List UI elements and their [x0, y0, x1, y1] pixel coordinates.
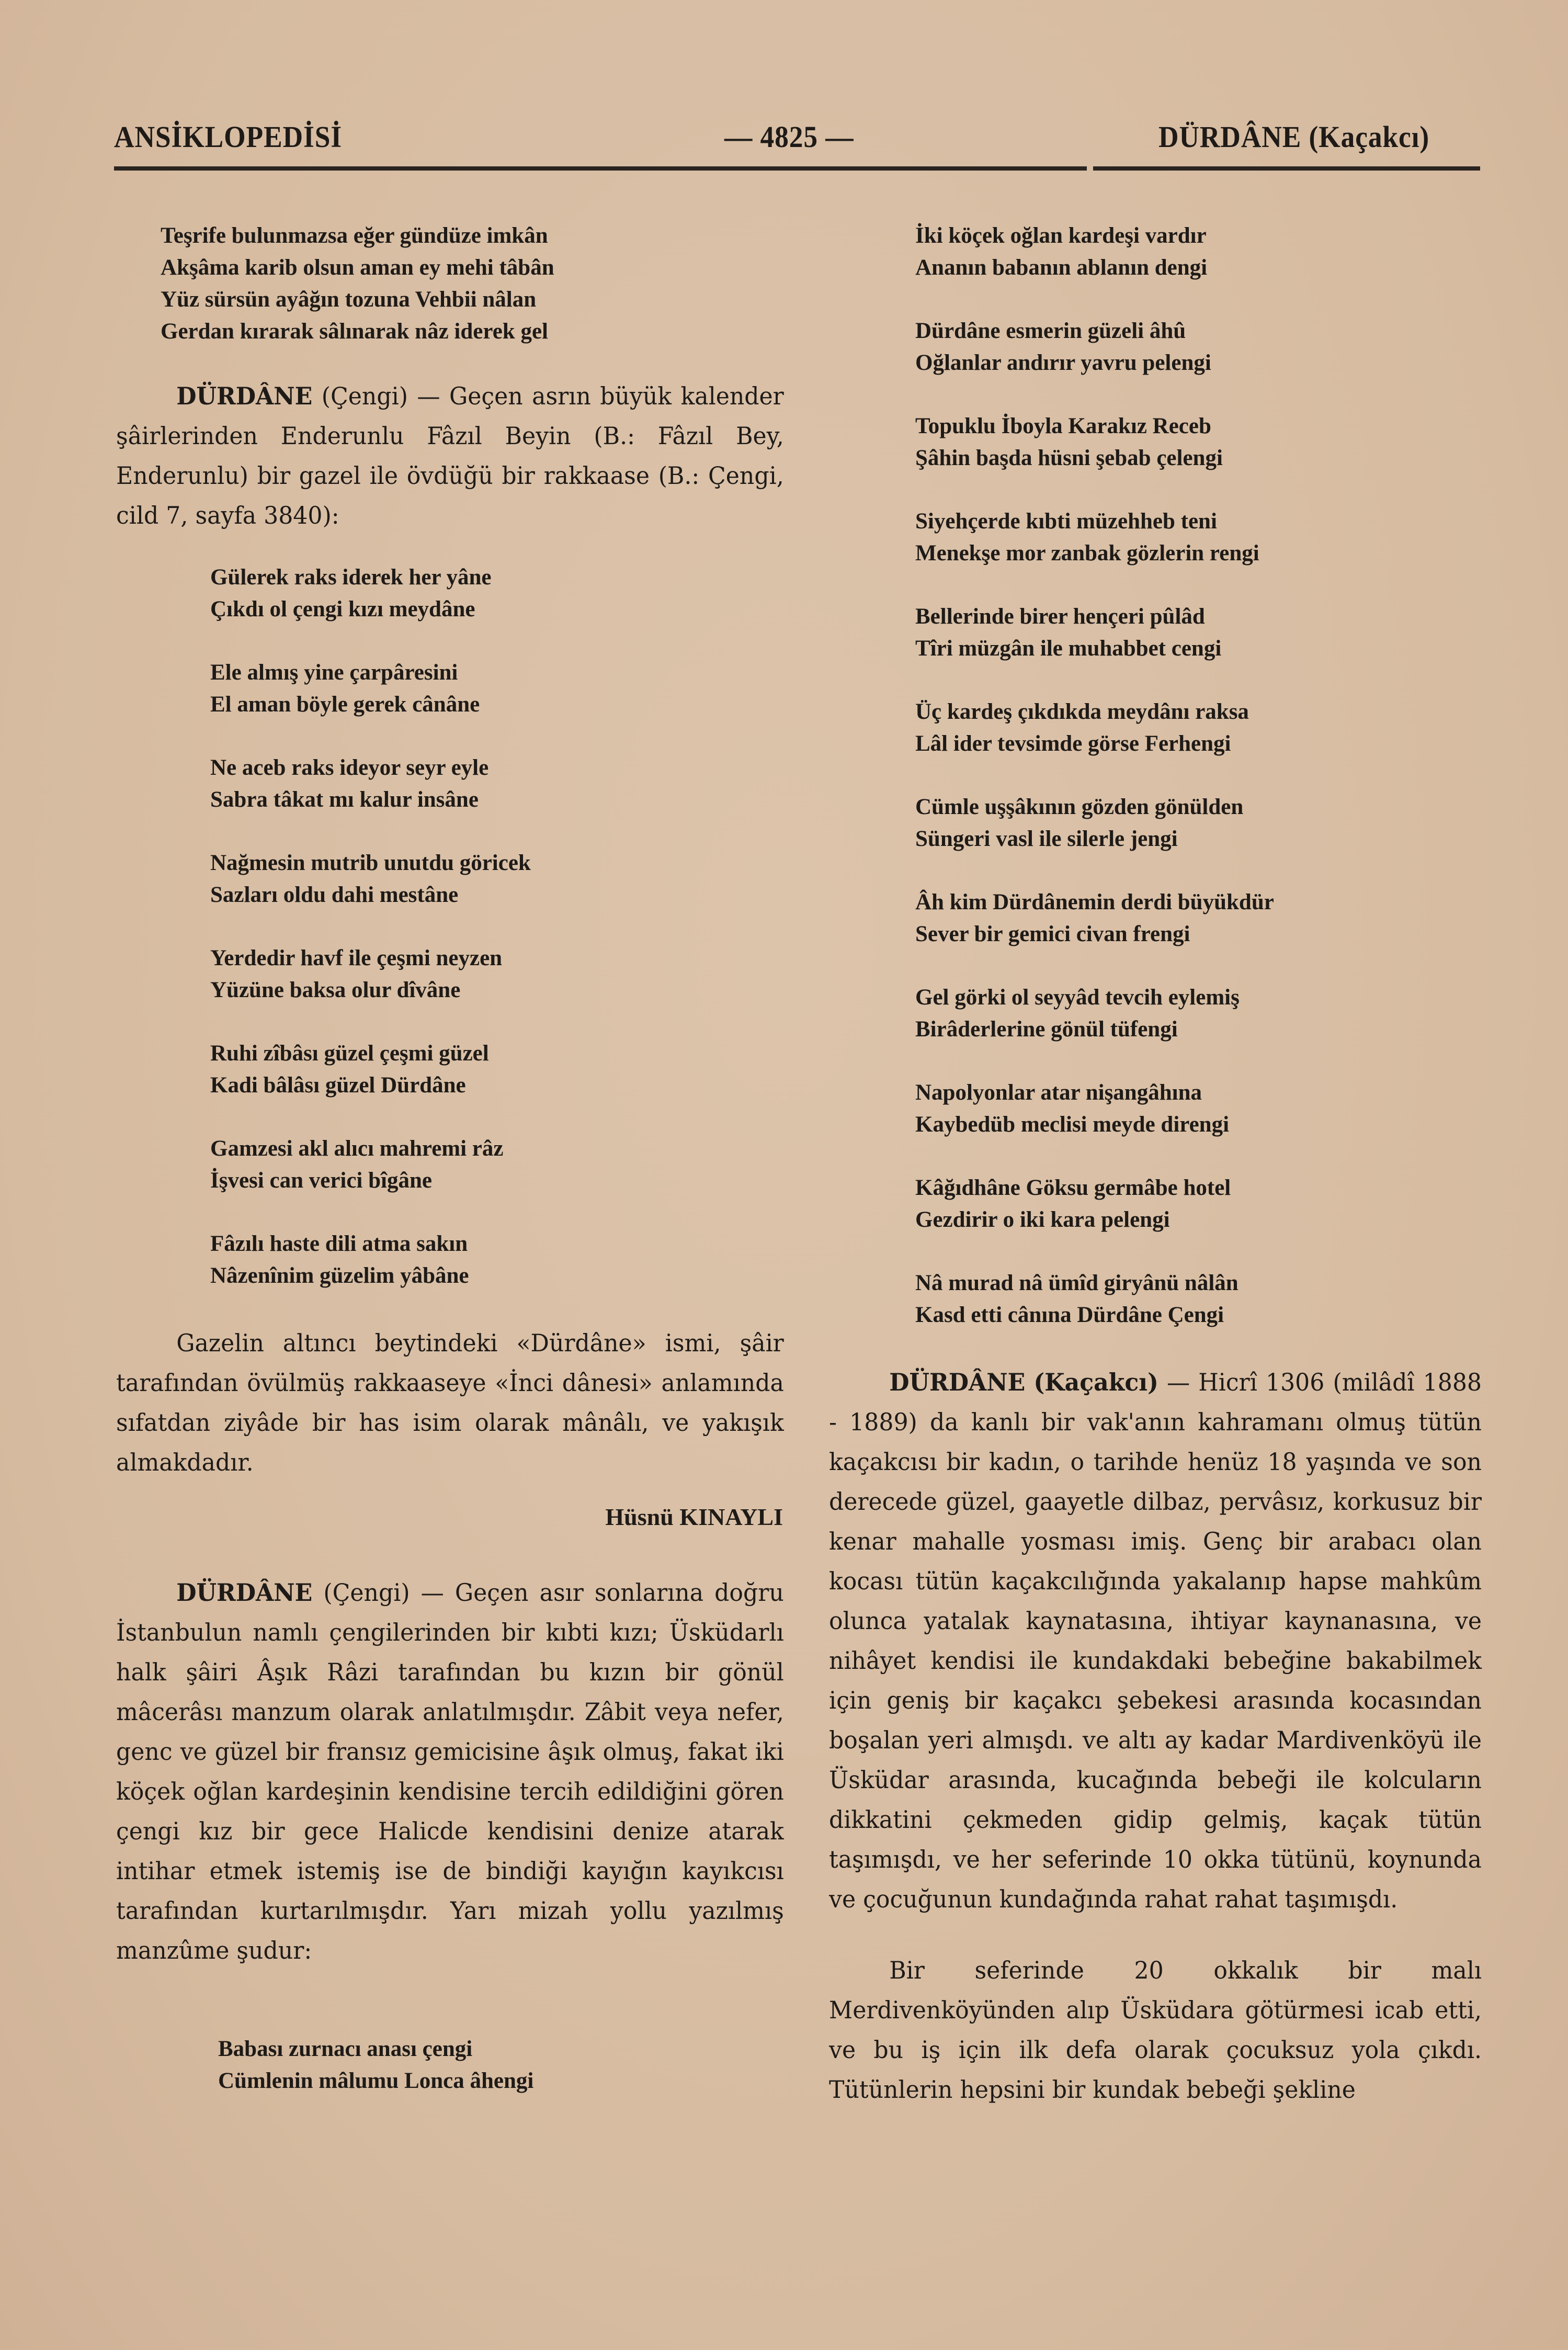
verse-line: Gamzesi akl alıcı mahremi râz — [210, 1136, 504, 1161]
verse-line: Çıkdı ol çengi kızı meydâne — [210, 597, 475, 622]
right-column — [829, 220, 1480, 2109]
couplet — [210, 1037, 783, 1101]
verse-line: Nağmesin mutrib unutdu göricek — [210, 851, 531, 875]
verse-line: Üç kardeş çıkdıkda meydânı raksa — [915, 699, 1249, 724]
verse-line: Fâzılı haste dili atma sakın — [210, 1232, 468, 1256]
commentary: Gazelin altıncı beytindeki «Dürdâne» ismi, şâir tarafından övülmüş rakkaaseye «İnci dânesi» anlamında sıfatdan ziyâde bir has isim olarak mânâlı, ve yakışık almakdadır. — [116, 1329, 784, 1476]
couplet — [915, 696, 1480, 760]
verse-line: Yüzüne baksa olur dîvâne — [210, 978, 461, 1002]
entry-continuation: Bir seferinde 20 okkalık bir malı Merdivenköyünden alıp Üsküdara götürmesi icab etti, ve bu iş için ilk defa olarak çocuksuz yola çıkdı. Tütünlerin hepsini bir kundak bebeği şekline — [829, 1956, 1482, 2104]
couplet — [210, 657, 783, 720]
verse-line: Gezdirir o iki kara pelengi — [915, 1207, 1170, 1232]
entry-text: — Geçen asrın büyük kalender şâirlerinden Enderunlu Fâzıl Beyin (B.: Fâzıl Bey, Enderunlu) bir gazel ile övdüğü bir rakkaase (B.: Çengi, cild 7, sayfa 3840): — [116, 382, 784, 529]
verse-line: Dürdâne esmerin güzeli âhû — [915, 319, 1186, 343]
verse-line: Bellerinde birer hençeri pûlâd — [915, 604, 1205, 629]
couplet — [915, 315, 1480, 379]
verse-line: Sever bir gemici civan frengi — [915, 922, 1190, 946]
verse-line: Sazları oldu dahi mestâne — [210, 883, 459, 907]
couplet — [915, 1267, 1480, 1331]
gazel — [210, 561, 783, 1292]
verse-line: Gerdan kırarak sâlınarak nâz iderek gel — [161, 319, 548, 344]
author-signature: Hüsnü KINAYLI — [605, 1504, 783, 1530]
verse-line: Oğlanlar andırır yavru pelengi — [915, 351, 1211, 375]
verse-line: Nâ murad nâ ümîd giryânü nâlân — [915, 1271, 1239, 1295]
page-number: — 4825 — — [724, 120, 854, 154]
verse-line: Siyehçerde kıbti müzehheb teni — [915, 509, 1217, 534]
left-column — [116, 220, 783, 2097]
entry-durdane-cengi-1 — [116, 376, 784, 535]
couplet — [210, 561, 783, 625]
entry-durdane-kacakci — [829, 1362, 1482, 1919]
verse-line: Babası zurnacı anası çengi — [218, 2037, 473, 2061]
couplet — [915, 220, 1480, 284]
entry-text: — Hicrî 1306 (milâdî 1888 - 1889) da kanlı bir vak'anın kahramanı olmuş tütün kaçakcısı bir kadın, o tarihde henüz 18 yaşında ve son derecede güzel, gaayetle dilbaz, pervâsız, korkusuz bir kenar mahalle yosması imiş. Genç bir arabacı olan kocası tütün kaçakcılığında yakalanıp hapse mahkûm olunca yatalak kaynatasına, ihtiyar kaynanasına, ve nihâyet kendisi ile kundakdaki bebeğine bakabilmek için geniş bir kaçakcı şebekesi arasında kocasından boşalan yeri almışdı. ve altı ay kadar Mardivenköyü ile Üsküdar arasında, kucağında bebeği ile kolcuların dikkatini çekmeden gidip gelmiş, kaçak tütün taşımışdı, ve her seferinde 10 okka tütünü, koynunda ve çocuğunun kundağında rahat rahat taşımışdı. — [829, 1368, 1482, 1913]
couplet — [210, 1228, 783, 1292]
couplet — [210, 752, 783, 816]
verse-line: Yüz sürsün ayâğın tozuna Vehbii nâlan — [161, 287, 537, 312]
verse-line: Tîri müzgân ile muhabbet cengi — [915, 636, 1222, 661]
couplet — [210, 1133, 783, 1196]
verse-line: Ananın babanın ablanın dengi — [915, 255, 1208, 280]
verse-line: Sabra tâkat mı kalur insâne — [210, 787, 479, 812]
verse-line: İşvesi can verici bîgâne — [210, 1168, 432, 1193]
verse-line: Yerdedir havf ile çeşmi neyzen — [210, 946, 503, 970]
entry-title: DÜRDÂNE — [176, 382, 313, 410]
verse-line: Lâl ider tevsimde görse Ferhengi — [915, 731, 1231, 756]
entry-qualifier: (Kaçakcı) — [1033, 1368, 1158, 1396]
verse-line: Napolyonlar atar nişangâhına — [915, 1080, 1202, 1105]
verse-line: Şâhin başda hüsni şebab çelengi — [915, 446, 1223, 470]
entry-title: DÜRDÂNE — [176, 1578, 313, 1607]
couplet — [210, 847, 783, 911]
entry-text: — Geçen asır sonlarına doğru İstanbulun namlı çengilerinden bir kıbti kızı; Üsküdarlı halk şâiri Âşık Râzi tarafından bu kızın bir gönül mâcerâsı manzum olarak anlatılmışdır. Zâbit veya nefer, genc ve güzel bir fransız gemicisine âşık olmuş, fakat iki köçek oğlan kardeşinin kendisine tercih edildiğini gören çengi kız bir gece Halicde kendisini denize atarak intihar etmek istemiş ise de bindiği kayığın kayıkcısı tarafından kurtarılmışdır. Yarı mizah yollu yazılmış manzûme şudur: — [116, 1578, 784, 1964]
couplet — [915, 410, 1480, 474]
manzume — [915, 220, 1480, 1331]
couplet — [915, 1172, 1480, 1236]
verse-line: El aman böyle gerek cânâne — [210, 692, 480, 717]
verse-line: Birâderlerine gönül tüfengi — [915, 1017, 1178, 1042]
verse-line: İki köçek oğlan kardeşi vardır — [915, 223, 1207, 248]
couplet — [915, 791, 1480, 855]
verse-line: Nâzenînim güzelim yâbâne — [210, 1263, 469, 1288]
verse-line: Cümlenin mâlumu Lonca âhengi — [218, 2069, 534, 2093]
header-rule — [1093, 166, 1480, 171]
closing-verse — [218, 2033, 783, 2097]
opening-verse — [161, 220, 783, 347]
header-rule — [114, 166, 1087, 171]
verse-line: Kâğıdhâne Göksu germâbe hotel — [915, 1176, 1231, 1200]
header-entry-guide-word: DÜRDÂNE (Kaçakcı) — [1158, 120, 1430, 154]
couplet — [915, 981, 1480, 1045]
couplet — [915, 505, 1480, 569]
verse-line: Ele almış yine çarpâresini — [210, 660, 458, 685]
verse-line: Ruhi zîbâsı güzel çeşmi güzel — [210, 1041, 489, 1066]
verse-line: Topuklu İboyla Karakız Receb — [915, 414, 1211, 438]
entry-durdane-cengi-2 — [116, 1573, 784, 1970]
verse-line: Âh kim Dürdânemin derdi büyükdür — [915, 890, 1274, 914]
verse-line: Akşâma karib olsun aman ey mehi tâbân — [161, 255, 554, 280]
entry-title: DÜRDÂNE — [889, 1368, 1026, 1396]
verse-line: Gel görki ol seyyâd tevcih eylemiş — [915, 985, 1240, 1010]
couplet — [915, 886, 1480, 950]
verse-line: Kaybedüb meclisi meyde direngi — [915, 1112, 1230, 1137]
couplet — [915, 601, 1480, 664]
verse-line: Teşrife bulunmazsa eğer gündüze imkân — [161, 223, 548, 248]
entry-qualifier: (Çengi) — [321, 382, 408, 410]
couplet — [915, 1077, 1480, 1140]
verse-line: Gülerek raks iderek her yâne — [210, 565, 492, 590]
verse-line: Menekşe mor zanbak gözlerin rengi — [915, 541, 1259, 566]
header-encyclopedia-title: ANSİKLOPEDİSİ — [114, 120, 343, 154]
verse-line: Kasd etti cânına Dürdâne Çengi — [915, 1303, 1224, 1327]
entry-qualifier: (Çengi) — [323, 1578, 410, 1607]
verse-line: Ne aceb raks ideyor seyr eyle — [210, 755, 489, 780]
verse-line: Cümle uşşâkının gözden gönülden — [915, 795, 1244, 819]
couplet — [210, 942, 783, 1006]
verse-line: Kadi bâlâsı güzel Dürdâne — [210, 1073, 466, 1098]
verse-line: Süngeri vasl ile silerle jengi — [915, 827, 1178, 851]
